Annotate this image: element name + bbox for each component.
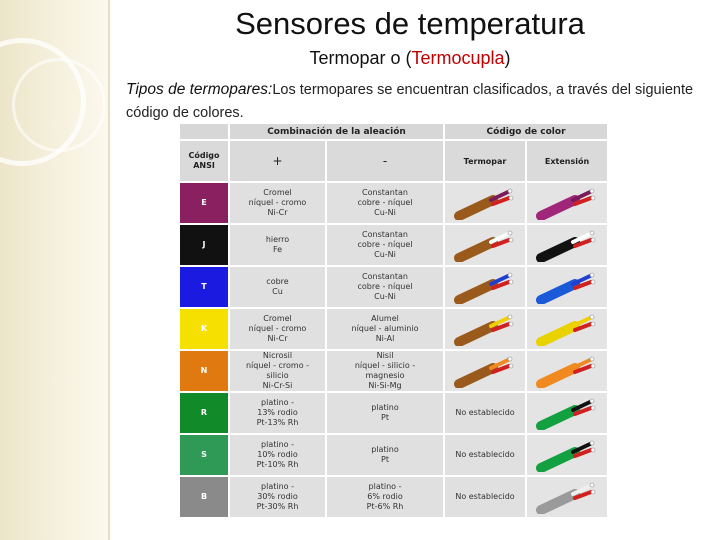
extension-wire-cell xyxy=(526,266,608,308)
minus-alloy-line: Nisil xyxy=(376,351,394,360)
table-body xyxy=(179,182,608,518)
minus-alloy-cell xyxy=(326,224,444,266)
minus-alloy-line: platino xyxy=(371,403,399,412)
extension-wire-icon xyxy=(535,270,599,304)
minus-alloy-line: Cu-Ni xyxy=(374,250,396,259)
thermocouple-wire-icon xyxy=(453,270,517,304)
table-row xyxy=(179,350,608,392)
column-ansi-line2: ANSI xyxy=(193,161,215,170)
thermocouple-not-established: No establecido xyxy=(444,392,526,434)
minus-alloy-line: 6% rodio xyxy=(367,492,403,501)
table-row xyxy=(179,434,608,476)
minus-alloy-cell xyxy=(326,350,444,392)
thermocouple-wire-cell xyxy=(444,350,526,392)
ansi-code-cell: E xyxy=(179,182,229,224)
plus-alloy-line: Pt-30% Rh xyxy=(256,502,299,511)
plus-alloy-line: Fe xyxy=(272,245,283,254)
plus-alloy-line: Pt-13% Rh xyxy=(256,418,299,427)
left-decorative-panel xyxy=(0,0,108,540)
extension-wire-icon xyxy=(535,396,599,430)
intro-lead: Tipos de termopares: xyxy=(126,81,273,98)
table-row xyxy=(179,308,608,350)
thermocouple-not-established: No establecido xyxy=(444,434,526,476)
plus-alloy-line: níquel - cromo - xyxy=(245,361,310,370)
minus-alloy-cell xyxy=(326,182,444,224)
extension-wire-cell xyxy=(526,224,608,266)
divider-line xyxy=(108,0,110,540)
thermocouple-wire-cell xyxy=(444,308,526,350)
plus-alloy-line: níquel - cromo xyxy=(248,324,307,333)
plus-alloy-line: Nicrosil xyxy=(262,351,293,360)
decorative-ring-inner xyxy=(12,58,106,152)
minus-alloy-cell xyxy=(326,434,444,476)
extension-wire-icon xyxy=(535,228,599,262)
column-ansi-line1: Código xyxy=(188,151,220,160)
header-color-code: Código de color xyxy=(444,123,608,140)
ansi-code-cell: K xyxy=(179,308,229,350)
plus-alloy-cell xyxy=(229,350,326,392)
minus-alloy-line: platino xyxy=(371,445,399,454)
plus-alloy-line: 30% rodio xyxy=(257,492,298,501)
minus-alloy-cell xyxy=(326,392,444,434)
extension-wire-icon xyxy=(535,438,599,472)
ansi-code-cell: J xyxy=(179,224,229,266)
minus-alloy-cell xyxy=(326,308,444,350)
extension-wire-cell xyxy=(526,476,608,518)
subtitle-highlight: Termocupla xyxy=(411,48,505,68)
header-alloy: Combinación de la aleación xyxy=(229,123,444,140)
table-row xyxy=(179,392,608,434)
header-blank xyxy=(179,123,229,140)
minus-alloy-line: Constantan xyxy=(362,230,408,239)
page-subtitle xyxy=(120,48,700,69)
plus-alloy-line: Cromel xyxy=(263,314,292,323)
thermocouple-wire-icon xyxy=(453,354,517,388)
plus-alloy-line: níquel - cromo xyxy=(248,198,307,207)
thermocouple-wire-cell xyxy=(444,182,526,224)
minus-alloy-line: Alumel xyxy=(371,314,399,323)
plus-alloy-line: cobre xyxy=(266,277,289,286)
ansi-code-cell: R xyxy=(179,392,229,434)
table-row xyxy=(179,224,608,266)
extension-wire-icon xyxy=(535,354,599,388)
minus-alloy-cell xyxy=(326,476,444,518)
minus-alloy-line: cobre - níquel xyxy=(357,240,413,249)
column-plus: + xyxy=(229,140,326,182)
minus-alloy-line: Cu-Ni xyxy=(374,292,396,301)
table-row xyxy=(179,266,608,308)
extension-wire-icon xyxy=(535,312,599,346)
extension-wire-cell xyxy=(526,182,608,224)
plus-alloy-line: 13% rodio xyxy=(257,408,298,417)
extension-wire-cell xyxy=(526,308,608,350)
minus-alloy-line: Pt xyxy=(381,413,389,422)
intro-paragraph xyxy=(126,78,706,125)
thermocouple-wire-cell xyxy=(444,224,526,266)
subtitle-prefix: Termopar o ( xyxy=(309,48,412,68)
column-thermocouple: Termopar xyxy=(444,140,526,182)
minus-alloy-line: Ni-Al xyxy=(375,334,395,343)
thermocouple-wire-cell xyxy=(444,266,526,308)
minus-alloy-line: platino - xyxy=(368,482,402,491)
minus-alloy-line: magnesio xyxy=(365,371,405,380)
ansi-code-cell: N xyxy=(179,350,229,392)
plus-alloy-line: platino - xyxy=(261,398,294,407)
plus-alloy-line: platino - xyxy=(261,440,294,449)
plus-alloy-cell xyxy=(229,476,326,518)
minus-alloy-line: Pt-6% Rh xyxy=(366,502,404,511)
subtitle-suffix: ) xyxy=(504,48,511,68)
plus-alloy-cell xyxy=(229,308,326,350)
plus-alloy-cell xyxy=(229,182,326,224)
plus-alloy-line: Ni-Cr-Si xyxy=(262,381,293,390)
minus-alloy-line: níquel - silicio - xyxy=(354,361,416,370)
minus-alloy-line: níquel - aluminio xyxy=(351,324,419,333)
extension-wire-icon xyxy=(535,186,599,220)
plus-alloy-cell xyxy=(229,266,326,308)
minus-alloy-line: Constantan xyxy=(362,272,408,281)
plus-alloy-line: Ni-Cr xyxy=(267,208,288,217)
plus-alloy-line: hierro xyxy=(265,235,290,244)
plus-alloy-line: platino - xyxy=(261,482,294,491)
plus-alloy-cell xyxy=(229,224,326,266)
ansi-code-cell: T xyxy=(179,266,229,308)
plus-alloy-line: Ni-Cr xyxy=(267,334,288,343)
ansi-code-cell: S xyxy=(179,434,229,476)
plus-alloy-cell xyxy=(229,434,326,476)
plus-alloy-line: silicio xyxy=(266,371,289,380)
thermocouple-wire-icon xyxy=(453,228,517,262)
extension-wire-icon xyxy=(535,480,599,514)
thermocouple-wire-icon xyxy=(453,186,517,220)
extension-wire-cell xyxy=(526,392,608,434)
column-minus: - xyxy=(326,140,444,182)
extension-wire-cell xyxy=(526,434,608,476)
thermocouple-not-established: No establecido xyxy=(444,476,526,518)
minus-alloy-line: Constantan xyxy=(362,188,408,197)
plus-alloy-line: 10% rodio xyxy=(257,450,298,459)
plus-alloy-cell xyxy=(229,392,326,434)
minus-alloy-line: Cu-Ni xyxy=(374,208,396,217)
minus-alloy-line: cobre - níquel xyxy=(357,198,413,207)
extension-wire-cell xyxy=(526,350,608,392)
minus-alloy-line: Pt xyxy=(381,455,389,464)
page-title: Sensores de temperatura xyxy=(235,6,585,41)
plus-alloy-line: Pt-10% Rh xyxy=(256,460,299,469)
column-extension: Extensión xyxy=(526,140,608,182)
table-row xyxy=(179,476,608,518)
minus-alloy-line: cobre - níquel xyxy=(357,282,413,291)
minus-alloy-line: Ni-Si-Mg xyxy=(368,381,402,390)
table-row xyxy=(179,182,608,224)
column-ansi-code xyxy=(179,140,229,182)
thermocouple-color-table xyxy=(178,122,609,519)
plus-alloy-line: Cu xyxy=(272,287,283,296)
plus-alloy-line: Cromel xyxy=(263,188,292,197)
minus-alloy-cell xyxy=(326,266,444,308)
thermocouple-wire-icon xyxy=(453,312,517,346)
ansi-code-cell: B xyxy=(179,476,229,518)
intro-text: Los termopares se encuentran clasificados, a través del siguiente código de colores. xyxy=(126,82,694,121)
